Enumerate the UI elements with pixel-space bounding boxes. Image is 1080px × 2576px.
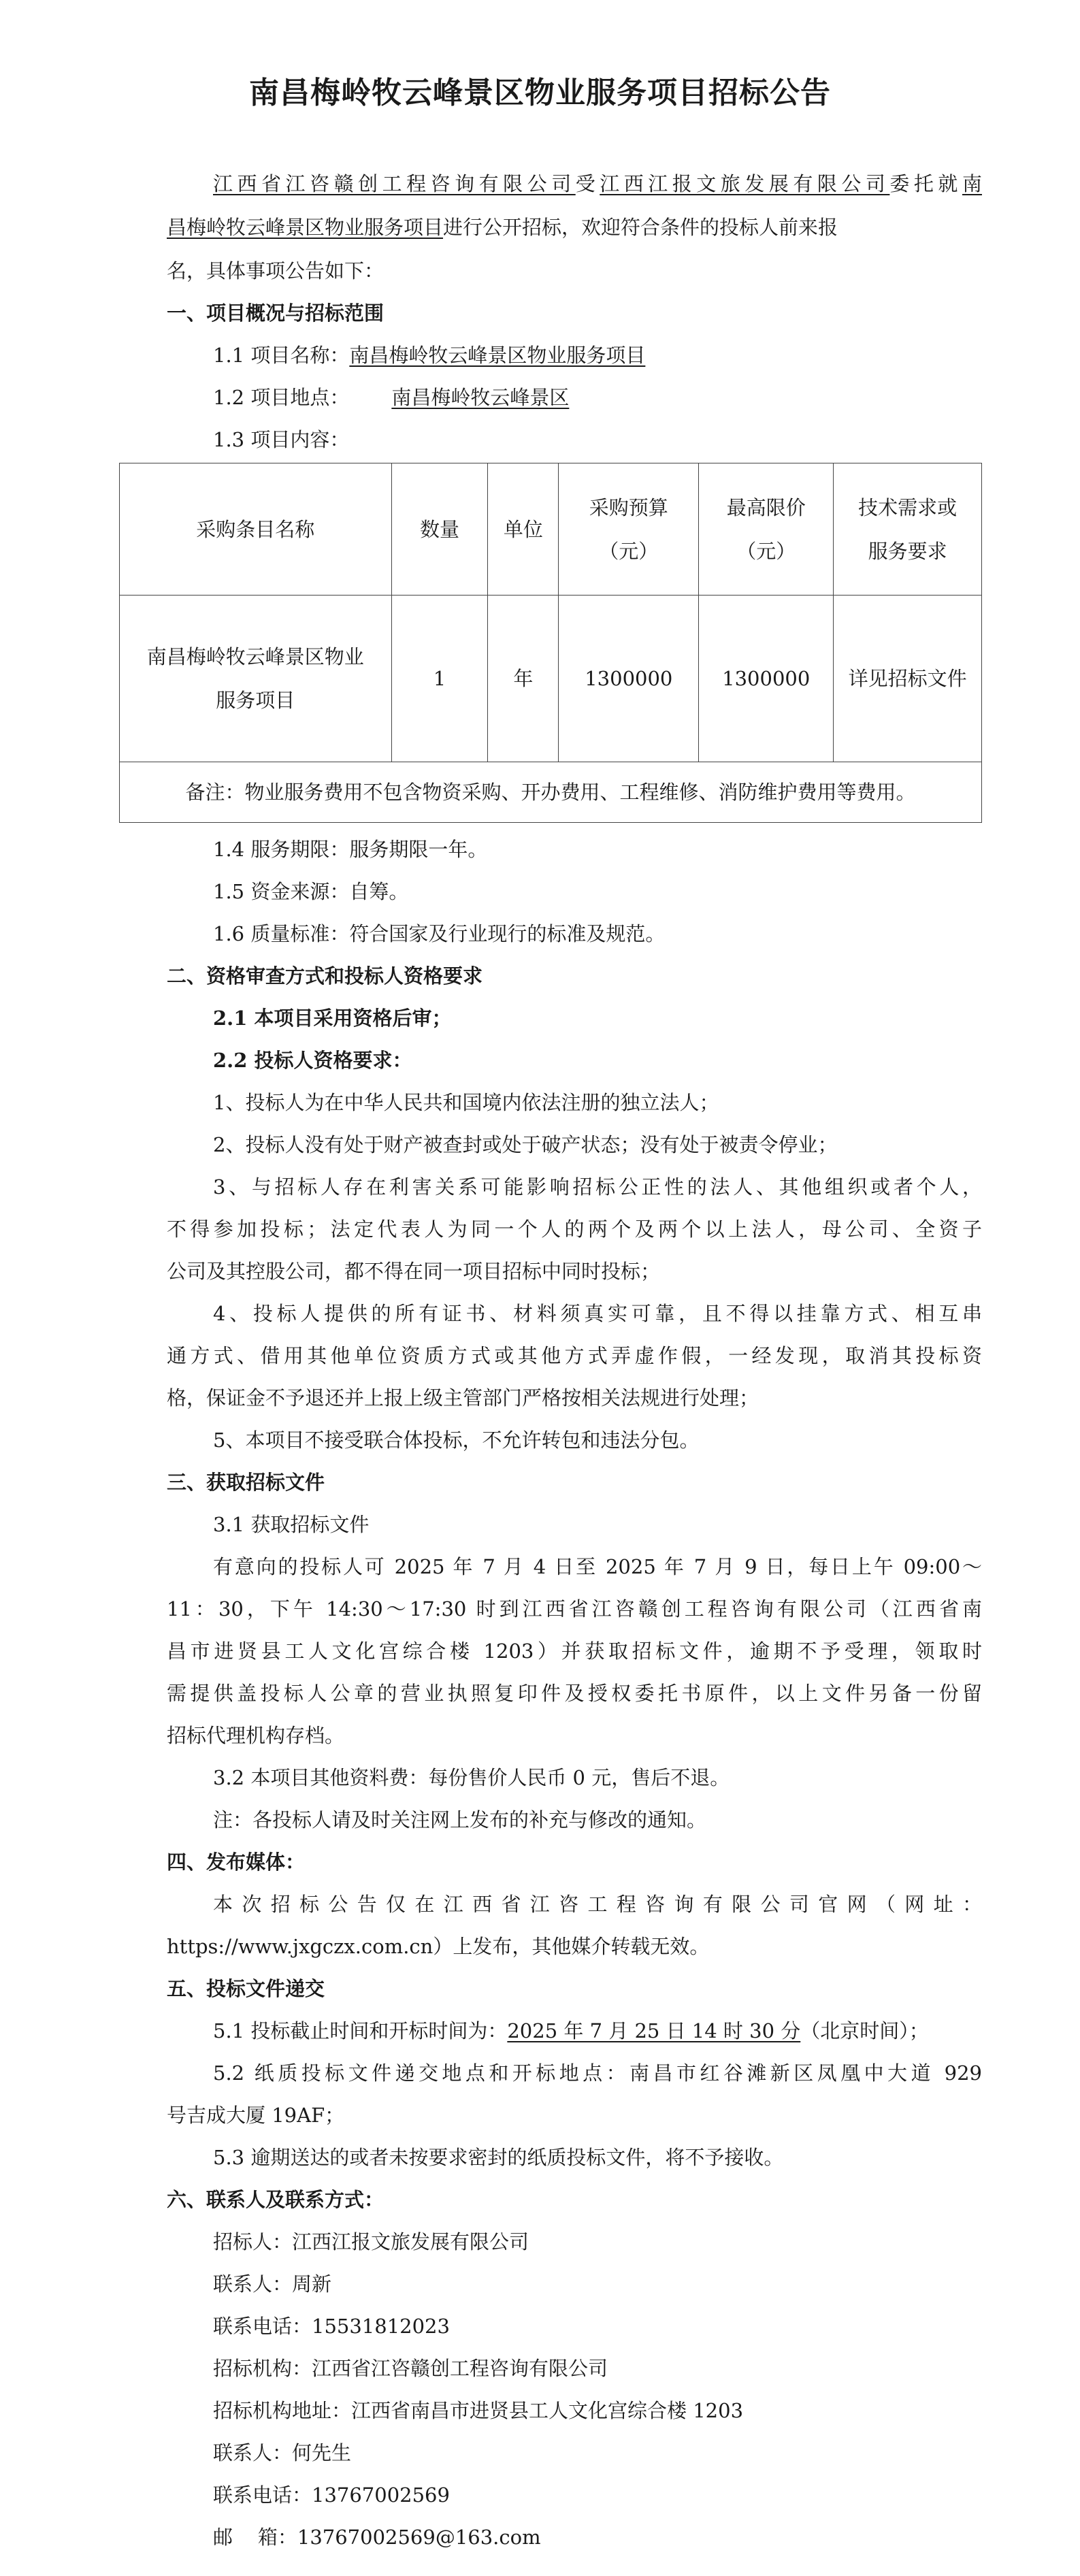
section-4-heading: 四、发布媒体： — [167, 1851, 306, 1874]
project-content-label: 1.3 项目内容： — [213, 428, 350, 451]
obtain-docs-text: 11：30，下午 14:30～17:30 时到江西省江咨赣创工程咨询有限公司（江西省南 — [167, 1597, 982, 1620]
agency-address: 招标机构地址：江西省南昌市进贤县工人文化宫综合楼 1203 — [213, 2399, 744, 2422]
label: 1.2 项目地点： — [213, 386, 350, 409]
header-cell — [559, 463, 699, 596]
notice-note: 注：各投标人请及时关注网上发布的补充与修改的通知。 — [213, 1808, 707, 1831]
project-name: 南 — [962, 172, 982, 195]
document-fee: 3.2 本项目其他资料费：每份售价人民币 0 元，售后不退。 — [213, 1766, 730, 1789]
deadline-row — [213, 2017, 929, 2044]
tenderer-contact: 联系人：周新 — [213, 2272, 332, 2296]
requirement-4: 4、投标人提供的所有证书、材料须真实可靠，且不得以挂靠方式、相互串 — [213, 1302, 982, 1325]
agency-email: 邮 箱：13767002569@163.com — [213, 2526, 541, 2549]
late-submission-rule: 5.3 逾期送达的或者未按要求密封的纸质投标文件，将不予接收。 — [213, 2146, 784, 2169]
header-cell — [834, 463, 982, 596]
budget-cell: 1300000 — [559, 596, 699, 762]
qualification-review: 2.1 本项目采用资格后审； — [213, 1007, 452, 1030]
publish-media-url[interactable]: https://www.jxgczx.com.cn）上发布，其他媒介转载无效。 — [167, 1935, 710, 1958]
cell-text: 服务项目 — [216, 689, 295, 712]
section-6-heading: 六、联系人及联系方式： — [167, 2188, 384, 2211]
quantity-cell: 1 — [391, 596, 488, 762]
intro-line-2 — [167, 214, 838, 241]
header-cell: 数量 — [391, 463, 488, 596]
requirement-cell: 详见招标文件 — [834, 596, 982, 762]
table-row — [120, 596, 982, 762]
service-period: 1.4 服务期限：服务期限一年。 — [213, 838, 488, 861]
section-3-heading: 三、获取招标文件 — [167, 1471, 325, 1494]
obtain-docs-text: 有意向的投标人可 2025 年 7 月 4 日至 2025 年 7 月 9 日，每日上午 09:00～ — [213, 1555, 982, 1578]
project-place-value: 南昌梅岭牧云峰景区 — [391, 386, 570, 409]
requirement-5: 5、本项目不接受联合体投标，不允许转包和违法分包。 — [213, 1429, 700, 1452]
header-cell — [699, 463, 834, 596]
obtain-docs-text: 招标代理机构存档。 — [167, 1724, 345, 1747]
qualification-requirements: 2.2 投标人资格要求： — [213, 1049, 412, 1072]
requirement-4: 格，保证金不予退还并上报上级主管部门严格按相关法规进行处理； — [167, 1386, 759, 1409]
label: 1.1 项目名称： — [213, 344, 350, 367]
intro-text: 受 — [575, 172, 600, 195]
header-text: （元） — [599, 539, 659, 563]
table-header-row — [120, 463, 982, 596]
deadline-tail: （北京时间）； — [800, 2019, 929, 2042]
project-name-row — [213, 342, 645, 369]
project-place-row — [213, 384, 628, 411]
requirement-3: 公司及其控股公司，都不得在同一项目招标中同时投标； — [167, 1260, 661, 1283]
tenderer-phone: 联系电话：15531812023 — [213, 2315, 450, 2338]
note-cell: 备注：物业服务费用不包含物资采购、开办费用、工程维修、消防维护费用等费用。 — [120, 762, 982, 823]
intro-text: 进行公开招标，欢迎符合条件的投标人前来报 — [443, 216, 838, 239]
tenderer: 招标人：江西江报文旅发展有限公司 — [213, 2230, 529, 2253]
agent-name: 江西省江咨赣创工程咨询有限公司 — [213, 172, 576, 195]
section-2-heading: 二、资格审查方式和投标人资格要求 — [167, 964, 483, 988]
obtain-docs-text: 需提供盖投标人公章的营业执照复印件及授权委托书原件，以上文件另备一份留 — [167, 1682, 982, 1705]
agency-contact: 联系人：何先生 — [213, 2441, 352, 2464]
header-cell: 单位 — [488, 463, 559, 596]
procurement-table — [119, 463, 982, 823]
client-name: 江西江报文旅发展有限公司 — [600, 172, 890, 195]
requirement-4: 通方式、借用其他单位资质方式或其他方式弄虚作假，一经发现，取消其投标资 — [167, 1344, 982, 1367]
submission-place: 5.2 纸质投标文件递交地点和开标地点：南昌市红谷滩新区凤凰中大道 929 — [213, 2061, 982, 2085]
intro-text: 委托就 — [889, 172, 962, 195]
table-note-row — [120, 762, 982, 823]
header-cell: 采购条目名称 — [120, 463, 392, 596]
requirement-1: 1、投标人为在中华人民共和国境内依法注册的独立法人； — [213, 1091, 719, 1114]
project-name-value: 南昌梅岭牧云峰景区物业服务项目 — [349, 344, 646, 367]
requirement-3: 不得参加投标；法定代表人为同一个人的两个及两个以上法人，母公司、全资子 — [167, 1218, 982, 1241]
item-name-cell — [120, 596, 392, 762]
requirement-2: 2、投标人没有处于财产被查封或处于破产状态；没有处于被责令停业； — [213, 1133, 838, 1156]
section-5-heading: 五、投标文件递交 — [167, 1977, 325, 2000]
page-title: 南昌梅岭牧云峰景区物业服务项目招标公告 — [249, 76, 831, 110]
quality-standard: 1.6 质量标准：符合国家及行业现行的标准及规范。 — [213, 922, 666, 945]
header-text: 采购预算 — [589, 495, 668, 519]
deadline-value: 2025 年 7 月 25 日 14 时 30 分 — [507, 2019, 801, 2042]
header-text: 服务要求 — [868, 539, 947, 563]
obtain-docs-title: 3.1 获取招标文件 — [213, 1513, 370, 1536]
obtain-docs-text: 昌市进贤县工人文化宫综合楼 1203）并获取招标文件，逾期不予受理，领取时 — [167, 1640, 982, 1663]
unit-cell: 年 — [488, 596, 559, 762]
fund-source: 1.5 资金来源：自筹。 — [213, 880, 409, 903]
section-1-heading: 一、项目概况与招标范围 — [167, 301, 384, 325]
intro-line-3: 名，具体事项公告如下： — [167, 259, 384, 282]
cell-text: 南昌梅岭牧云峰景区物业 — [146, 645, 364, 668]
project-name: 昌梅岭牧云峰景区物业服务项目 — [167, 216, 444, 239]
requirement-3: 3、与招标人存在利害关系可能影响招标公正性的法人、其他组织或者个人， — [213, 1175, 982, 1199]
agency: 招标机构：江西省江咨赣创工程咨询有限公司 — [213, 2357, 608, 2380]
header-text: 最高限价 — [726, 495, 806, 519]
limit-cell: 1300000 — [699, 596, 834, 762]
agency-phone: 联系电话：13767002569 — [213, 2483, 450, 2507]
intro-line-1 — [213, 170, 982, 197]
publish-media-text: 本次招标公告仅在江西省江咨工程咨询有限公司官网（网址： — [213, 1893, 982, 1916]
submission-place: 号吉成大厦 19AF； — [167, 2104, 345, 2127]
header-text: 技术需求或 — [858, 495, 958, 519]
label: 5.1 投标截止时间和开标时间为： — [213, 2019, 508, 2042]
header-text: （元） — [736, 539, 796, 563]
